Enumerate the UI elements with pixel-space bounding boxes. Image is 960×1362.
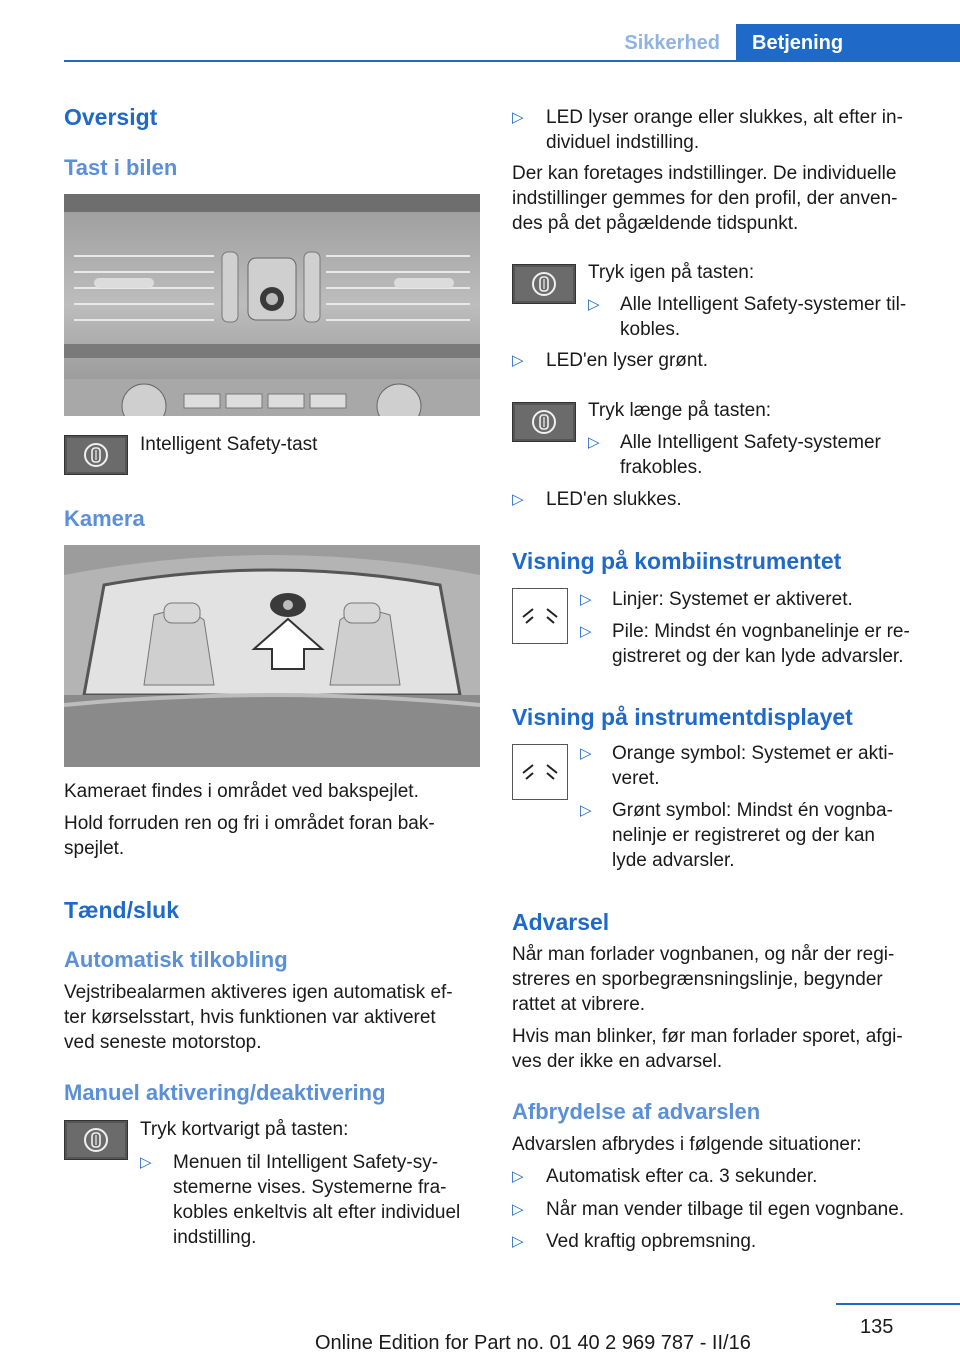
bullet-triangle-icon: ▷ bbox=[580, 591, 592, 608]
dashboard-button-photo bbox=[64, 194, 480, 416]
footer-rule bbox=[836, 1303, 960, 1305]
heading-automatisk-tilkobling: Automatisk tilkobling bbox=[64, 947, 288, 972]
indstillinger-line-3: des på det pågældende tidspunkt. bbox=[512, 213, 799, 234]
bullet-triangle-icon: ▷ bbox=[580, 745, 592, 762]
intelligent-safety-button-icon bbox=[512, 264, 576, 304]
heading-kamera: Kamera bbox=[64, 506, 145, 531]
bullet-triangle-icon: ▷ bbox=[512, 109, 524, 126]
list-item: ▷ Grønt symbol: Mindst én vognba‐ nelinje er registreret og der kan lyde advarsler. bbox=[580, 800, 893, 871]
tryk-laenge: Tryk længe på tasten: bbox=[588, 400, 772, 421]
header-rule bbox=[64, 60, 960, 62]
bullet-triangle-icon: ▷ bbox=[140, 1154, 152, 1171]
bullet-triangle-icon: ▷ bbox=[512, 1233, 524, 1250]
heading-tast-i-bilen: Tast i bilen bbox=[64, 155, 178, 180]
indstillinger-line-1: Der kan foretages indstillinger. De individuelle bbox=[512, 163, 897, 184]
page-header bbox=[64, 24, 960, 62]
list-item: ▷ Når man vender tilbage til egen vognbane. bbox=[512, 1199, 905, 1220]
indstillinger-line-2: indstillinger gemmes for den profil, der anven‐ bbox=[512, 188, 898, 209]
advarsel-p1-line-1: Når man forlader vognbanen, og når der regi‐ bbox=[512, 944, 895, 965]
heading-afbrydelse: Afbrydelse af advarslen bbox=[512, 1099, 761, 1124]
heading-advarsel: Advarsel bbox=[512, 909, 610, 935]
list-item: ▷ Automatisk efter ca. 3 sekunder. bbox=[512, 1166, 818, 1187]
intelligent-safety-button-icon bbox=[64, 1120, 128, 1160]
kamera-paragraph-2-line-2: spejlet. bbox=[64, 838, 125, 859]
bullet-triangle-icon: ▷ bbox=[580, 802, 592, 819]
list-item: ▷ LED'en slukkes. bbox=[512, 489, 682, 510]
tryk-igen: Tryk igen på tasten: bbox=[588, 262, 755, 283]
camera-interior-photo bbox=[64, 545, 480, 767]
bullet-triangle-icon: ▷ bbox=[512, 352, 524, 369]
bullet-triangle-icon: ▷ bbox=[588, 434, 600, 451]
list-item: ▷ Alle Intelligent Safety-systemer til‐ kobles. bbox=[588, 294, 907, 340]
bullet-triangle-icon: ▷ bbox=[512, 491, 524, 508]
afbrydelse-intro: Advarslen afbrydes i følgende situationer: bbox=[512, 1134, 862, 1155]
page-number: 135 bbox=[860, 1316, 894, 1338]
list-item: ▷ Menuen til Intelligent Safety-sy‐ stemerne vises. Systemerne fra‐ kobles enkeltvis alt efter individuel indstilling. bbox=[140, 1152, 461, 1248]
list-item: ▷ Ved kraftig opbremsning. bbox=[512, 1231, 757, 1252]
list-item: ▷ Linjer: Systemet er aktiveret. bbox=[580, 589, 853, 610]
header-tab-betjening[interactable]: Betjening bbox=[736, 24, 960, 62]
manuel-tryk-kortvarigt: Tryk kortvarigt på tasten: bbox=[140, 1119, 349, 1140]
heading-visning-kombiinstrumentet: Visning på kombiinstrumentet bbox=[512, 548, 842, 574]
heading-visning-instrumentdisplayet: Visning på instrumentdisplayet bbox=[512, 704, 853, 730]
intelligent-safety-button-icon bbox=[512, 402, 576, 442]
list-item: ▷ Pile: Mindst én vognbanelinje er re‐ gistreret og der kan lyde advarsler. bbox=[580, 621, 910, 667]
heading-manuel-aktivering: Manuel aktivering/deaktivering bbox=[64, 1080, 386, 1105]
heading-taend-sluk: Tænd/sluk bbox=[64, 897, 180, 923]
edition-line: Online Edition for Part no. 01 40 2 969 787 - II/16 bbox=[315, 1332, 751, 1354]
bullet-triangle-icon: ▷ bbox=[512, 1168, 524, 1185]
bullet-triangle-icon: ▷ bbox=[588, 296, 600, 313]
list-item: ▷ Alle Intelligent Safety-systemer frakobles. bbox=[588, 432, 881, 478]
advarsel-p2-line-1: Hvis man blinker, før man forlader sporet, afgi‐ bbox=[512, 1026, 903, 1047]
auto-line-3: ved seneste motorstop. bbox=[64, 1032, 262, 1053]
list-item: ▷ LED lyser orange eller slukkes, alt efter in‐ dividuel indstilling. bbox=[512, 107, 903, 153]
lane-lines-icon bbox=[512, 744, 568, 800]
kamera-paragraph-1: Kameraet findes i området ved bakspejlet. bbox=[64, 781, 419, 802]
caption-safety-tast: Intelligent Safety-tast bbox=[140, 434, 318, 455]
heading-oversigt: Oversigt bbox=[64, 104, 158, 130]
lane-lines-icon bbox=[512, 588, 568, 644]
bullet-triangle-icon: ▷ bbox=[512, 1201, 524, 1218]
advarsel-p1-line-3: rattet at vibrere. bbox=[512, 994, 646, 1015]
bullet-triangle-icon: ▷ bbox=[580, 623, 592, 640]
list-item: ▷ LED'en lyser grønt. bbox=[512, 350, 709, 371]
header-tab-sikkerhed[interactable]: Sikkerhed bbox=[624, 32, 720, 54]
auto-line-1: Vejstribealarmen aktiveres igen automatisk ef‐ bbox=[64, 982, 453, 1003]
advarsel-p2-line-2: ves der ikke en advarsel. bbox=[512, 1051, 723, 1072]
list-item: ▷ Orange symbol: Systemet er akti‐ veret. bbox=[580, 743, 894, 789]
advarsel-p1-line-2: streres en sporbegrænsningslinje, begynder bbox=[512, 969, 883, 990]
intelligent-safety-button-icon bbox=[64, 435, 128, 475]
auto-line-2: ter kørselsstart, hvis funktionen var aktiveret bbox=[64, 1007, 436, 1028]
kamera-paragraph-2-line-1: Hold forruden ren og fri i området foran bak‐ bbox=[64, 813, 435, 834]
